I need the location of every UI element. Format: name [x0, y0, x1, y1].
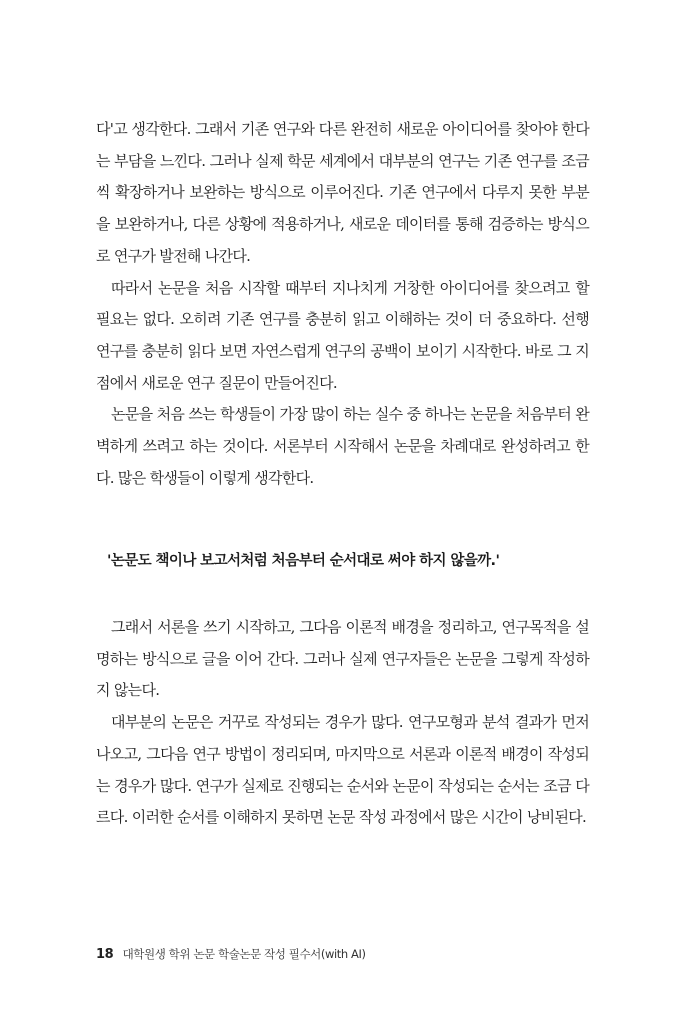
paragraph: 대부분의 논문은 거꾸로 작성되는 경우가 많다. 연구모형과 분석 결과가 먼저 나오고, 그다음 연구 방법이 정리되며, 마지막으로 서론과 이론적 배경이 작성되는 경우가 많다. 연구가 실제로 진행되는 순서와 논문이 작성되는 순서는 조금 다르다. 이러한 순서를 이해하지 못하면 논문 작성 과정에서 많은 시간이 낭비된다. — [96, 713, 589, 827]
paragraph: 그래서 서론을 쓰기 시작하고, 그다음 이론적 배경을 정리하고, 연구목적을 설명하는 방식으로 글을 이어 간다. 그러나 실제 연구자들은 논문을 그렇게 작성하지 않는다. — [96, 618, 589, 700]
paragraph: 따라서 논문을 처음 시작할 때부터 지나치게 거창한 아이디어를 찾으려고 할 필요는 없다. 오히려 기존 연구를 충분히 읽고 이해하는 것이 더 중요하다. 선행연구를 충분히 읽다 보면 자연스럽게 연구의 공백이 보이기 시작한다. 바로 그 지점에서 새로운 연구 질문이 만들어진다. — [96, 278, 589, 392]
text-block-bottom — [96, 612, 589, 834]
paragraph-continued: 다'고 생각한다. 그래서 기존 연구와 다른 완전히 새로운 아이디어를 찾아야 한다는 부담을 느낀다. 그러나 실제 학문 세계에서 대부분의 연구는 기존 연구를 조금씩 확장하거나 보완하는 방식으로 이루어진다. 기존 연구에서 다루지 못한 부분을 보완하거나, 다른 상황에 적용하거나, 새로운 데이터를 통해 검증하는 방식으로 연구가 발전해 나간다. — [96, 120, 589, 265]
running-title: 대학원생 학위 논문 학술논문 작성 필수서(with AI) — [122, 947, 366, 961]
text-block-top — [96, 114, 589, 494]
page-footer — [96, 946, 366, 962]
pull-quote: '논문도 책이나 보고서처럼 처음부터 순서대로 써야 하지 않을까.' — [107, 553, 500, 569]
paragraph: 논문을 처음 쓰는 학생들이 가장 많이 하는 실수 중 하나는 논문을 처음부터 완벽하게 쓰려고 하는 것이다. 서론부터 시작해서 논문을 차례대로 완성하려고 한다. 많은 학생들이 이렇게 생각한다. — [96, 405, 589, 487]
page-number: 18 — [96, 947, 114, 962]
